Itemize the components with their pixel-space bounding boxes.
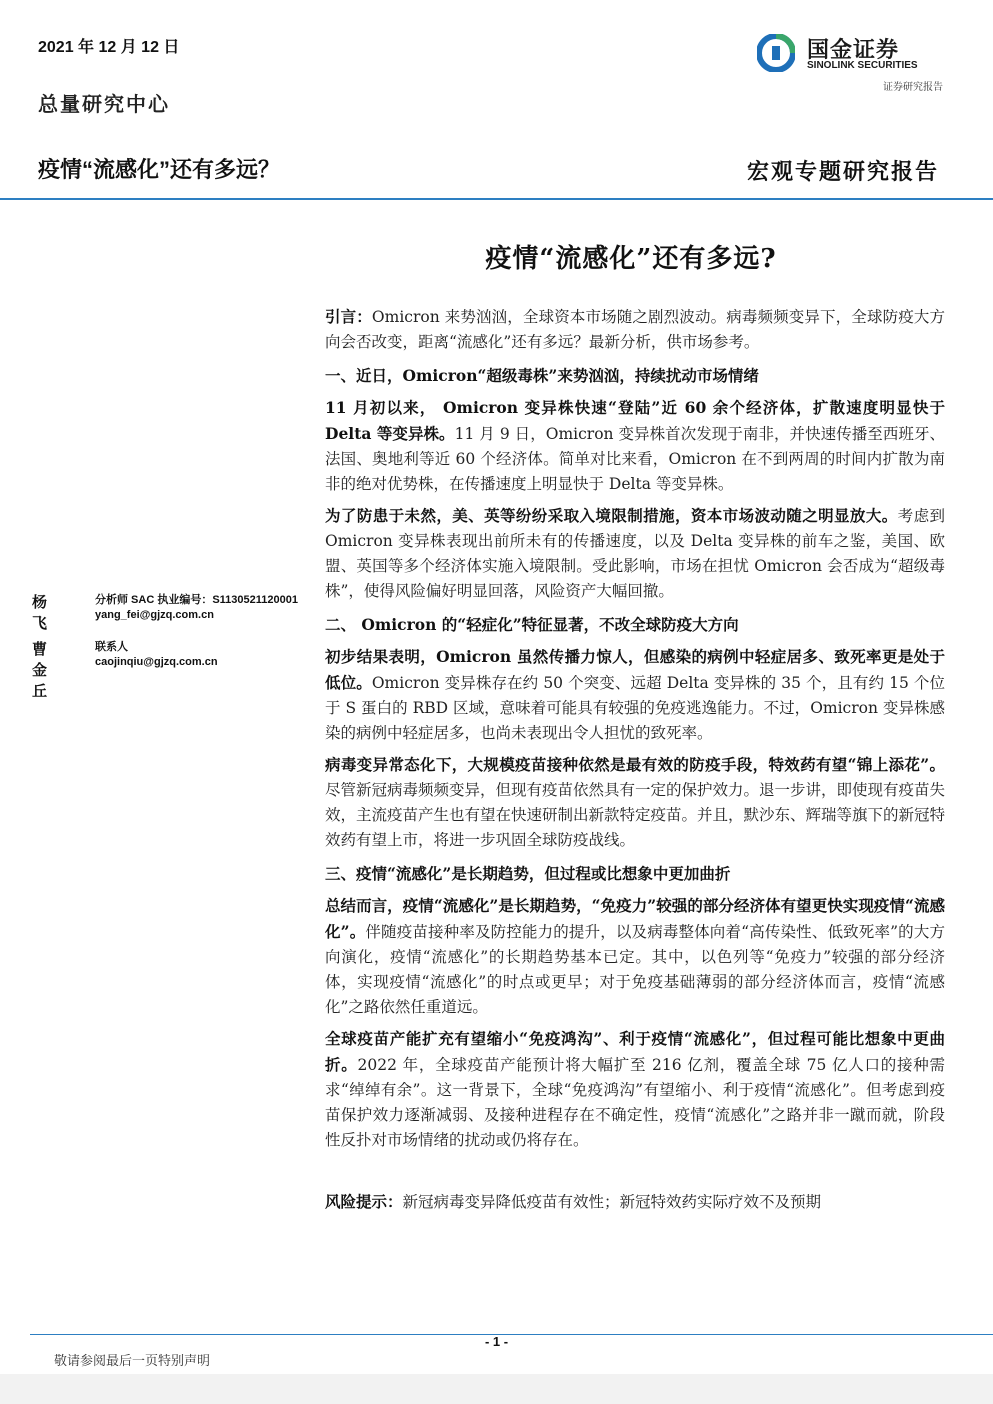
report-body [325, 304, 945, 1221]
company-logo [757, 32, 943, 92]
paragraph [325, 644, 945, 746]
paragraph-lead: 全球疫苗产能扩充有望缩小“免疫鸿沟”、利于疫情“流感化”，但过程可能比想象中更曲折。 [325, 1029, 945, 1074]
risk-text: 新冠病毒变异降低疫苗有效性；新冠特效药实际疗效不及预期 [402, 1193, 822, 1211]
paragraph-lead: 总结而言，疫情“流感化”是长期趋势，“免疫力”较强的部分经济体有望更快实现疫情“流感化”。 [325, 896, 945, 941]
main-title: 疫情“流感化”还有多远? [485, 244, 777, 274]
paragraph [325, 395, 945, 497]
paragraph-lead: 为了防患于未然，美、英等纷纷采取入境限制措施，资本市场波动随之明显放大。 [325, 506, 898, 525]
report-date: 2021 年 12 月 12 日 [38, 39, 180, 56]
intro-label: 引言： [325, 307, 372, 326]
logo-mark-icon [757, 34, 795, 72]
paragraph-lead: 病毒变异常态化下，大规模疫苗接种依然是最有效的防疫手段，特效药有望“锦上添花”。 [325, 755, 945, 774]
analyst-email: caojinqiu@gjzq.com.cn [95, 656, 218, 668]
paragraph-text: Omicron 变异株存在约 50 个突变、远超 Delta 变异株的 35 个，且有约 15 个位于 S 蛋白的 RBD 区域，意味着可能具有较强的免疫逃逸能力。不过，Omicron 变异株感染的病例中轻症居多，也尚未表现出令人担忧的致死率。 [325, 674, 945, 742]
paragraph [325, 893, 945, 1020]
paragraph-text: 2022 年，全球疫苗产能预计将大幅扩至 216 亿剂，覆盖全球 75 亿人口的接种需求“绰绰有余”。这一背景下，全球“免疫鸿沟”有望缩小、利于疫情“流感化”。但考虑到疫苗保护效力逐渐减弱、及接种进程存在不确定性，疫情“流感化”之路并非一蹴而就，阶段性反扑对市场情绪的扰动或仍将存在。 [325, 1056, 945, 1149]
logo-chinese-name: 国金证券 [807, 37, 900, 62]
risk-label: 风险提示： [325, 1192, 403, 1211]
analyst-email: yang_fei@gjzq.com.cn [95, 609, 214, 621]
paragraph-text: 考虑到 Omicron 变异株表现出前所未有的传播速度，以及 Delta 变异株的前车之鉴，美国、欧盟、英国等多个经济体实施入境限制。受此影响，市场在担忧 Omicron 会否成为“超级毒株”，使得风险偏好明显回落，风险资产大幅回撤。 [325, 507, 945, 600]
paragraph-text: 伴随疫苗接种率及防控能力的提升，以及病毒整体向着“高传染性、低致死率”的大方向演化，疫情“流感化”的长期趋势基本已定。其中，以色列等“免疫力”较强的部分经济体，实现疫情“流感化”的时点或更早；对于免疫基础薄弱的部分经济体而言，疫情“流感化”之路依然任重道远。 [325, 923, 945, 1016]
paragraph [325, 1026, 945, 1153]
research-center: 总量研究中心 [38, 92, 170, 116]
intro-paragraph [325, 304, 945, 355]
analyst-role: 联系人 [95, 641, 128, 653]
intro-text: Omicron 来势汹汹，全球资本市场随之剧烈波动。病毒频频变异下，全球防疫大方向会否改变，距离“流感化”还有多远？最新分析，供市场参考。 [325, 308, 945, 351]
paragraph [325, 752, 945, 853]
logo-subtitle: 证券研究报告 [883, 82, 943, 93]
analyst-sac-number: 分析师 SAC 执业编号：S1130521120001 [95, 594, 298, 606]
paragraph [325, 503, 945, 604]
header-title: 疫情“流感化”还有多远？ [38, 157, 281, 182]
risk-warning [325, 1189, 945, 1215]
paragraph-text: 11 月 9 日，Omicron 变异株首次发现于南非，并快速传播至西班牙、法国、奥地利等近 60 个经济体。简单对比来看，Omicron 在不到两周的时间内扩散为南非的绝对优势株，在传播速度上明显快于 Delta 等变异株。 [325, 425, 945, 493]
paragraph-lead: 初步结果表明，Omicron 虽然传播力惊人，但感染的病例中轻症居多、致死率更是处于低位。 [325, 647, 945, 692]
report-type: 宏观专题研究报告 [746, 159, 939, 185]
paragraph-text: 尽管新冠病毒频频变异，但现有疫苗依然具有一定的保护效力。退一步讲，即使现有疫苗失效，主流疫苗产生也有望在快速研制出新款特定疫苗。并且，默沙东、辉瑞等旗下的新冠特效药有望上市，将进一步巩固全球防疫战线。 [325, 781, 946, 849]
section-heading-1: 一、近日，Omicron“超级毒株”来势汹汹，持续扰动市场情绪 [325, 366, 759, 385]
header-divider [0, 198, 993, 200]
logo-english-name: SINOLINK SECURITIES [807, 60, 918, 71]
section-heading-3: 三、疫情“流感化”是长期趋势，但过程或比想象中更加曲折 [325, 864, 731, 883]
page-number: - 1 - [484, 1334, 509, 1349]
paragraph-lead: 11 月初以来， Omicron 变异株快速“登陆”近 60 余个经济体，扩散速度明显快于 Delta 等变异株。 [325, 398, 945, 443]
footer-disclaimer: 敬请参阅最后一页特别声明 [54, 1354, 211, 1369]
section-heading-2: 二、 Omicron 的“轻症化”特征显著，不改全球防疫大方向 [325, 615, 739, 634]
analyst-name: 杨飞 [32, 593, 48, 632]
analyst-name: 曹金丘 [32, 640, 48, 700]
